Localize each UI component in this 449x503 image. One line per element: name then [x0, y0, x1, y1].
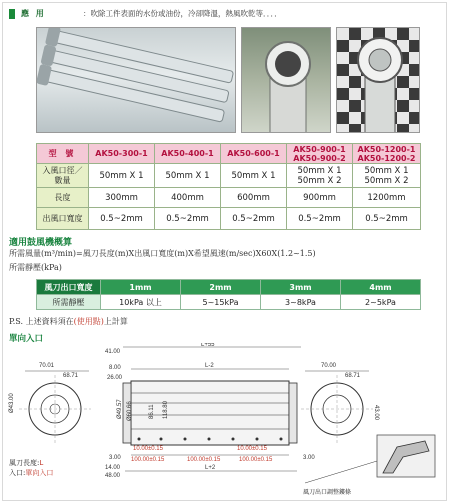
dim-43: 43.00: [373, 405, 379, 421]
blower-table: [36, 279, 421, 310]
dim-L-plus-55: L+55: [201, 343, 215, 348]
blower-cell: 2~5kPa: [341, 295, 421, 310]
product-photo-inlet: [241, 27, 331, 133]
spec-row-label: 入風口徑／數量: [37, 164, 89, 188]
dim-48: 48.00: [105, 473, 121, 479]
spec-row-label: 出風口寬度: [37, 208, 89, 230]
dim-86-11: 86.11: [149, 404, 155, 419]
spec-header-model-line: AK50-1200-2: [357, 153, 416, 163]
blower-header-cell: 1mm: [101, 280, 181, 295]
spec-header-model: [287, 144, 353, 164]
blower-header-cell: 2mm: [181, 280, 261, 295]
spec-cell: 0.5~2mm: [221, 208, 287, 230]
spec-cell: 50mm X 1: [155, 164, 221, 188]
dim-pitch-3: 100.00±0.15: [187, 457, 221, 463]
spec-cell: 0.5~2mm: [89, 208, 155, 230]
spec-cell: 0.5~2mm: [287, 208, 353, 230]
blower-data-row: [37, 295, 421, 310]
spec-cell-line: 50mm X 2: [297, 175, 342, 186]
legend-label-length: 風刀長度:: [9, 459, 40, 467]
spec-cell: 0.5~2mm: [155, 208, 221, 230]
dim-3-left: 3.00: [109, 455, 121, 461]
spec-cell: 50mm X 1: [89, 164, 155, 188]
left-end-view: [9, 363, 91, 443]
spec-cell: 1200mm: [353, 188, 421, 208]
spec-header-row: [37, 144, 421, 164]
blower-cell: 所需靜壓: [37, 295, 101, 310]
dim-68-71-right: 68.71: [345, 373, 361, 379]
legend-line-2: [9, 468, 53, 478]
dim-L-plus-2: L+2: [205, 465, 216, 471]
usage-label: 應 用: [21, 9, 46, 18]
dim-14: 14.00: [105, 465, 121, 471]
product-photo-air-knives: [36, 27, 236, 133]
dim-L-minus-2: L-2: [205, 363, 214, 369]
dim-41: 41.00: [105, 349, 121, 355]
spec-header-model: AK50-300-1: [89, 144, 155, 164]
spec-cell: 300mm: [89, 188, 155, 208]
spec-cell: [287, 164, 353, 188]
blower-cell: 3~8kPa: [261, 295, 341, 310]
spec-header-model: [353, 144, 421, 164]
dim-dia-60-66: Ø60.66: [127, 401, 133, 421]
dim-26: 26.00: [107, 375, 123, 381]
right-end-view: [301, 363, 379, 443]
dim-pitch-4: 10.00±0.15: [237, 446, 267, 452]
blower-section-title: 適用鼓風機概算: [9, 238, 73, 248]
spec-row-label: 長度: [37, 188, 89, 208]
usage-bullet-icon: [9, 9, 15, 19]
adjustment-strip-tag: 風刀出口調整鏤條: [303, 489, 352, 496]
airflow-formula: 所需風量(m³/min)=風刀長度(m)X出風口寬度(m)X希望風速(m/sec)X60X(1.2~1.5): [9, 249, 316, 258]
spec-header-model-line: AK50-900-2: [293, 153, 346, 163]
page-frame: [2, 2, 447, 501]
legend-label-inlet: 入口:: [9, 469, 26, 477]
side-view: [105, 343, 315, 479]
dim-70-00: 70.00: [321, 363, 337, 369]
spec-header-type: 型 號: [37, 144, 89, 164]
spec-cell: [353, 164, 421, 188]
spec-header-model-line: AK50-900-1: [293, 144, 346, 154]
spec-header-model: AK50-600-1: [221, 144, 287, 164]
dim-dia-49-57: Ø49.57: [117, 399, 123, 419]
spec-cell-line: 50mm X 1: [364, 165, 409, 176]
drawing-title: 單向入口: [9, 334, 44, 344]
spec-cell: 400mm: [155, 188, 221, 208]
spec-cell: 0.5~2mm: [353, 208, 421, 230]
ps-note: [9, 316, 128, 327]
dim-118-80: 118.80: [163, 401, 169, 419]
ps-note-suffix: 上計算: [103, 317, 128, 326]
legend-value-inlet: 單向入口: [25, 469, 54, 477]
dim-70-01: 70.01: [39, 363, 55, 369]
spec-table: [36, 143, 421, 230]
dim-68-71-left: 68.71: [63, 373, 79, 379]
spec-row-inlet: [37, 164, 421, 188]
blower-header-cell: 3mm: [261, 280, 341, 295]
ps-note-prefix: P.S. 上述資料須在: [9, 317, 74, 326]
legend-line-1: [9, 458, 43, 468]
ps-note-highlight: (使用點): [73, 317, 104, 326]
spec-cell: 600mm: [221, 188, 287, 208]
dim-dia-43: Ø43.00: [9, 393, 15, 413]
technical-drawing: [5, 343, 445, 501]
blower-cell: 5~15kPa: [181, 295, 261, 310]
spec-header-model: AK50-400-1: [155, 144, 221, 164]
pressure-line: 所需靜壓(kPa): [9, 263, 62, 272]
blower-header-row: [37, 280, 421, 295]
dim-3-right: 3.00: [303, 455, 315, 461]
legend-value-length: L: [39, 459, 44, 467]
product-photo-end-cap: [336, 27, 420, 133]
usage-text: ：吹除工件表面的水份或油份，冷卻降溫，熱風吹乾等．．．．: [83, 9, 282, 18]
adjustment-strip-inset: [305, 435, 435, 483]
dim-8: 8.00: [109, 365, 121, 371]
dim-pitch-5: 100.00±0.15: [239, 457, 273, 463]
spec-cell-line: 50mm X 1: [297, 165, 342, 176]
spec-cell: 50mm X 1: [221, 164, 287, 188]
dim-pitch-1: 10.00±0.15: [133, 446, 163, 452]
blower-header-cell: 4mm: [341, 280, 421, 295]
spec-row-outlet: [37, 208, 421, 230]
spec-header-model-line: AK50-1200-1: [357, 144, 416, 154]
dim-pitch-2: 100.00±0.15: [131, 457, 165, 463]
spec-cell: 900mm: [287, 188, 353, 208]
spec-cell-line: 50mm X 2: [364, 175, 409, 186]
blower-header-cell: 風刀出口寬度: [37, 280, 101, 295]
spec-row-length: [37, 188, 421, 208]
blower-cell: 10kPa 以上: [101, 295, 181, 310]
